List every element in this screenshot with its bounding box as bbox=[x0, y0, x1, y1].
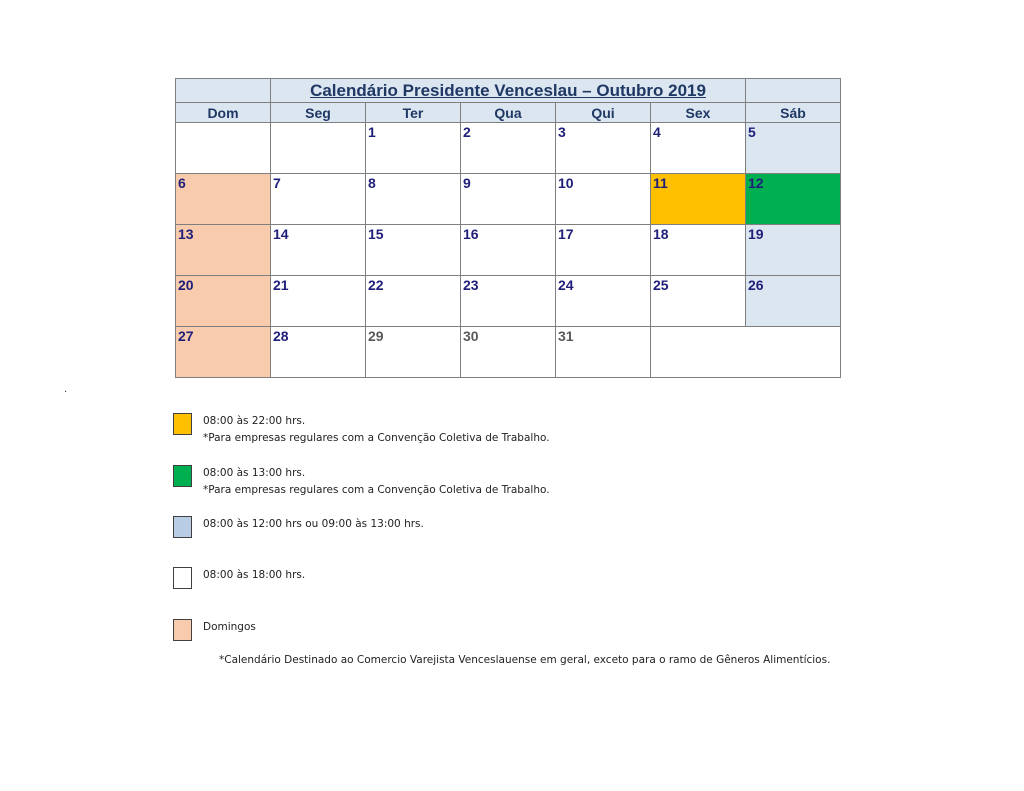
day-number: 16 bbox=[463, 226, 479, 242]
day-cell-7 bbox=[271, 174, 366, 225]
day-cell-27 bbox=[176, 327, 271, 378]
day-number: 20 bbox=[178, 277, 194, 293]
title-padding-right bbox=[746, 79, 841, 103]
day-number: 22 bbox=[368, 277, 384, 293]
legend-note: *Para empresas regulares com a Convenção Coletiva de Trabalho. bbox=[203, 484, 550, 496]
day-cell-9 bbox=[461, 174, 556, 225]
day-cell-18 bbox=[651, 225, 746, 276]
legend-label: Domingos bbox=[203, 621, 256, 633]
day-cell-2 bbox=[461, 123, 556, 174]
legend-swatch-green bbox=[173, 465, 192, 487]
legend-text bbox=[203, 516, 424, 533]
day-cell-29 bbox=[366, 327, 461, 378]
day-number: 13 bbox=[178, 226, 194, 242]
day-cell-4 bbox=[651, 123, 746, 174]
day-cell-10 bbox=[556, 174, 651, 225]
empty-day-cell bbox=[176, 123, 271, 174]
weekday-fri: Sex bbox=[651, 103, 746, 123]
day-cell-5 bbox=[746, 123, 841, 174]
legend-hours: 08:00 às 12:00 hrs ou 09:00 às 13:00 hrs. bbox=[203, 518, 424, 530]
legend-hours: 08:00 às 18:00 hrs. bbox=[203, 569, 306, 581]
legend-swatch-white bbox=[173, 567, 192, 589]
calendar-week-row bbox=[176, 123, 841, 174]
stray-mark: . bbox=[64, 384, 68, 395]
day-number: 21 bbox=[273, 277, 289, 293]
legend-swatch-blue bbox=[173, 516, 192, 538]
day-cell-19 bbox=[746, 225, 841, 276]
day-cell-28 bbox=[271, 327, 366, 378]
day-number: 3 bbox=[558, 124, 566, 140]
day-number: 15 bbox=[368, 226, 384, 242]
day-number: 25 bbox=[653, 277, 669, 293]
day-cell-26 bbox=[746, 276, 841, 327]
empty-day-cell bbox=[651, 327, 841, 378]
day-cell-16 bbox=[461, 225, 556, 276]
day-number: 27 bbox=[178, 328, 194, 344]
day-number: 11 bbox=[653, 175, 668, 191]
weekday-tue: Ter bbox=[366, 103, 461, 123]
day-number: 24 bbox=[558, 277, 574, 293]
day-number: 7 bbox=[273, 175, 281, 191]
day-number: 31 bbox=[558, 328, 574, 344]
calendar-week-row bbox=[176, 225, 841, 276]
weekday-thu: Qui bbox=[556, 103, 651, 123]
day-cell-31 bbox=[556, 327, 651, 378]
day-cell-24 bbox=[556, 276, 651, 327]
day-number: 28 bbox=[273, 328, 289, 344]
day-cell-8 bbox=[366, 174, 461, 225]
title-padding-left bbox=[176, 79, 271, 103]
day-number: 4 bbox=[653, 124, 661, 140]
legend-text bbox=[203, 465, 550, 499]
day-number: 8 bbox=[368, 175, 376, 191]
day-number: 14 bbox=[273, 226, 289, 242]
calendar-weeks bbox=[176, 123, 841, 378]
day-number: 26 bbox=[748, 277, 764, 293]
day-number: 17 bbox=[558, 226, 574, 242]
calendar-title: Calendário Presidente Venceslau – Outubro 2019 bbox=[271, 79, 746, 103]
day-cell-23 bbox=[461, 276, 556, 327]
day-cell-1 bbox=[366, 123, 461, 174]
weekday-sun: Dom bbox=[176, 103, 271, 123]
day-number: 1 bbox=[368, 124, 376, 140]
weekday-wed: Qua bbox=[461, 103, 556, 123]
legend-hours: 08:00 às 22:00 hrs. bbox=[203, 415, 306, 427]
day-number: 10 bbox=[558, 175, 574, 191]
day-cell-22 bbox=[366, 276, 461, 327]
legend-swatch-yellow bbox=[173, 413, 192, 435]
day-cell-21 bbox=[271, 276, 366, 327]
legend-swatch-sunday bbox=[173, 619, 192, 641]
footnote: *Calendário Destinado ao Comercio Varejista Venceslauense em geral, exceto para o ramo de Gêneros Alimentícios. bbox=[219, 654, 831, 666]
day-number: 12 bbox=[748, 175, 764, 191]
calendar-table bbox=[175, 78, 841, 378]
day-number: 18 bbox=[653, 226, 669, 242]
legend-text bbox=[203, 567, 305, 584]
weekday-header-row bbox=[176, 103, 841, 123]
day-number: 2 bbox=[463, 124, 471, 140]
day-cell-3 bbox=[556, 123, 651, 174]
calendar-week-row bbox=[176, 276, 841, 327]
weekday-sat: Sáb bbox=[746, 103, 841, 123]
day-number: 9 bbox=[463, 175, 471, 191]
day-cell-13 bbox=[176, 225, 271, 276]
legend-text bbox=[203, 413, 550, 447]
calendar-week-row bbox=[176, 327, 841, 378]
day-cell-14 bbox=[271, 225, 366, 276]
empty-day-cell bbox=[271, 123, 366, 174]
day-number: 29 bbox=[368, 328, 384, 344]
day-cell-20 bbox=[176, 276, 271, 327]
day-number: 5 bbox=[748, 124, 756, 140]
day-cell-25 bbox=[651, 276, 746, 327]
day-number: 19 bbox=[748, 226, 764, 242]
day-cell-30 bbox=[461, 327, 556, 378]
day-cell-15 bbox=[366, 225, 461, 276]
day-number: 30 bbox=[463, 328, 479, 344]
day-number: 23 bbox=[463, 277, 479, 293]
day-cell-11 bbox=[651, 174, 746, 225]
legend-text bbox=[203, 619, 256, 636]
day-cell-12 bbox=[746, 174, 841, 225]
day-cell-17 bbox=[556, 225, 651, 276]
calendar-week-row bbox=[176, 174, 841, 225]
legend-note: *Para empresas regulares com a Convenção Coletiva de Trabalho. bbox=[203, 432, 550, 444]
day-cell-6 bbox=[176, 174, 271, 225]
legend-hours: 08:00 às 13:00 hrs. bbox=[203, 467, 306, 479]
day-number: 6 bbox=[178, 175, 186, 191]
weekday-mon: Seg bbox=[271, 103, 366, 123]
